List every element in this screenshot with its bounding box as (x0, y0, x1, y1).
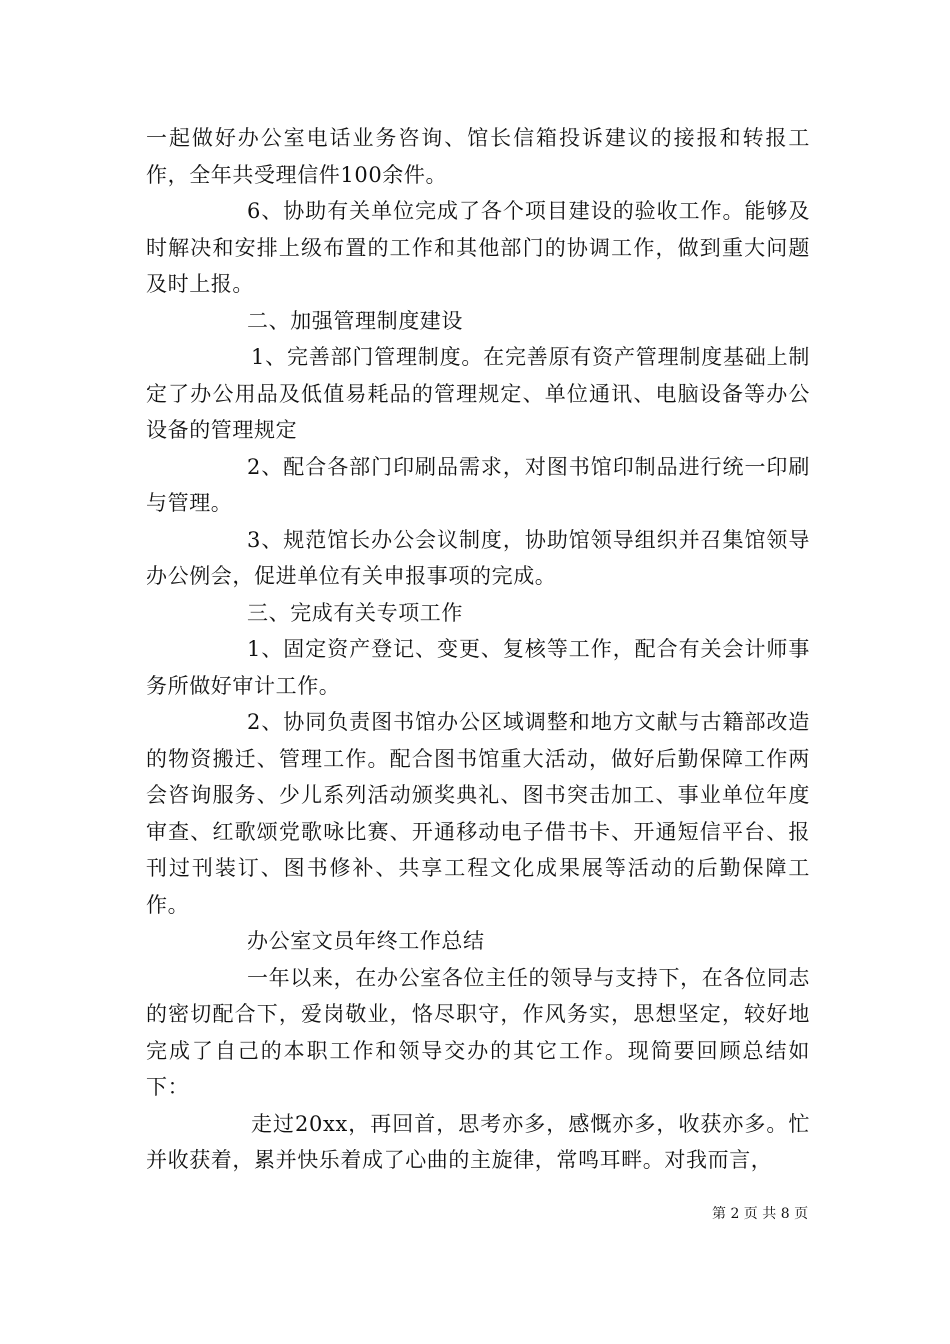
paragraph-intro: 一年以来，在办公室各位主任的领导与支持下，在各位同志的密切配合下，爱岗敬业，恪尽职守，作风务实，思想坚定，较好地完成了自己的本职工作和领导交办的其它工作。现简要回顾总结如下： (146, 965, 810, 1099)
paragraph-item-2: 2、配合各部门印刷品需求，对图书馆印制品进行统一印刷与管理。 (146, 454, 810, 515)
paragraph-item-2b: 2、协同负责图书馆办公区域调整和地方文献与古籍部改造的物资搬迁、管理工作。配合图书馆重大活动，做好后勤保障工作两会咨询服务、少儿系列活动颁奖典礼、图书突击加工、事业单位年度审查、红歌颂党歌咏比赛、开通移动电子借书卡、开通短信平台、报刊过刊装订、图书修补、共享工程文化成果展等活动的后勤保障工作。 (146, 710, 810, 917)
paragraph-reflection: 走过20xx，再回首，思考亦多，感慨亦多，收获亦多。忙并收获着，累并快乐着成了心曲的主旋律，常鸣耳畔。对我而言， (146, 1111, 810, 1172)
paragraph-item-3: 3、规范馆长办公会议制度，协助馆领导组织并召集馆领导办公例会，促进单位有关申报事项的完成。 (146, 527, 810, 588)
document-body (146, 120, 810, 1179)
section-heading-3: 三、完成有关专项工作 (247, 600, 463, 625)
paragraph-continuation: 一起做好办公室电话业务咨询、馆长信箱投诉建议的接报和转报工作，全年共受理信件100余件。 (146, 126, 810, 187)
paragraph-item-6: 6、协助有关单位完成了各个项目建设的验收工作。能够及时解决和安排上级布置的工作和其他部门的协调工作，做到重大问题及时上报。 (146, 199, 810, 296)
page-footer: 第 2 页 共 8 页 (712, 1206, 809, 1222)
paragraph-item-1: 1、完善部门管理制度。在完善原有资产管理制度基础上制定了办公用品及低值易耗品的管理规定、单位通讯、电脑设备等办公设备的管理规定 (146, 345, 810, 442)
section-heading-2: 二、加强管理制度建设 (247, 308, 463, 333)
document-subtitle: 办公室文员年终工作总结 (247, 929, 485, 953)
paragraph-item-1b: 1、固定资产登记、变更、复核等工作，配合有关会计师事务所做好审计工作。 (146, 637, 810, 698)
